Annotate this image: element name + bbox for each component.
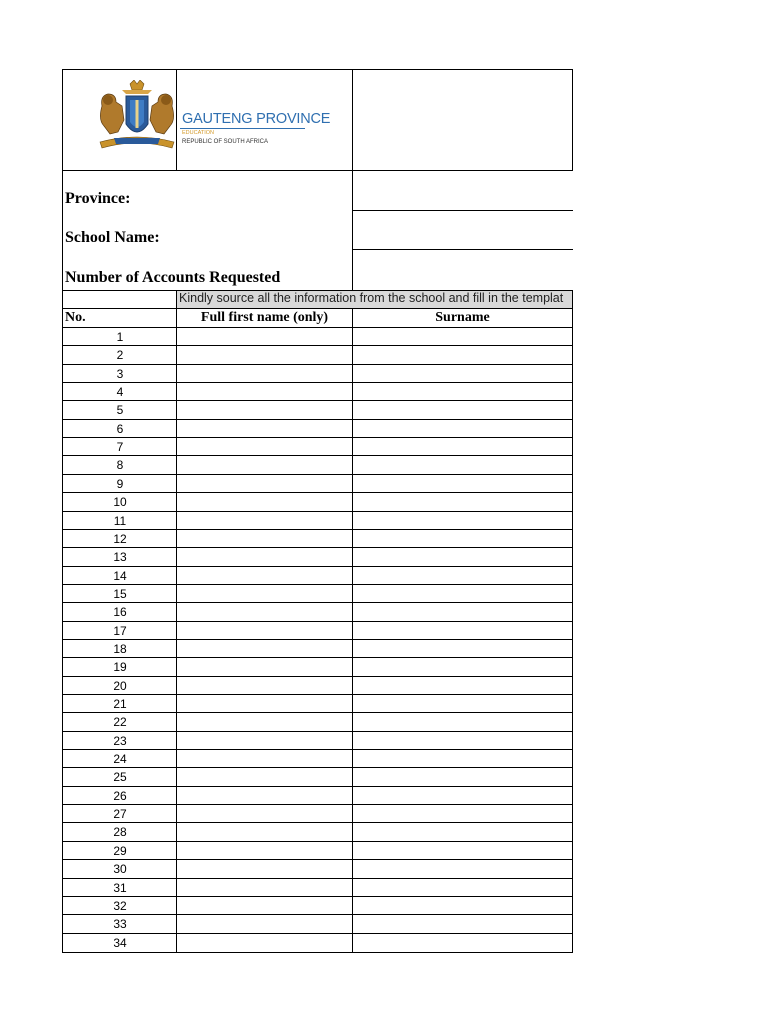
first-name-cell[interactable]: [177, 346, 352, 363]
accounts-requested-field[interactable]: [353, 250, 572, 290]
surname-cell[interactable]: [353, 897, 572, 914]
surname-cell[interactable]: [353, 640, 572, 657]
first-name-cell[interactable]: [177, 420, 352, 437]
row-number: 33: [113, 917, 127, 931]
row-number: 11: [113, 514, 127, 528]
row-number: 20: [113, 679, 127, 693]
row-number: 6: [116, 422, 124, 436]
row-number: 26: [113, 789, 127, 803]
province-label: Province:: [65, 190, 131, 207]
surname-cell[interactable]: [353, 695, 572, 712]
surname-cell[interactable]: [353, 677, 572, 694]
surname-cell[interactable]: [353, 823, 572, 840]
first-name-cell[interactable]: [177, 897, 352, 914]
surname-cell[interactable]: [353, 622, 572, 639]
first-name-cell[interactable]: [177, 548, 352, 565]
row-number: 18: [113, 642, 127, 656]
surname-cell[interactable]: [353, 934, 572, 951]
first-name-cell[interactable]: [177, 493, 352, 510]
row-number: 19: [113, 660, 127, 674]
first-name-cell[interactable]: [177, 603, 352, 620]
first-name-cell[interactable]: [177, 512, 352, 529]
first-name-cell[interactable]: [177, 567, 352, 584]
first-name-cell[interactable]: [177, 842, 352, 859]
first-name-cell[interactable]: [177, 768, 352, 785]
row-number: 7: [116, 440, 124, 454]
first-name-cell[interactable]: [177, 787, 352, 804]
surname-cell[interactable]: [353, 915, 572, 932]
row-number: 24: [113, 752, 127, 766]
surname-cell[interactable]: [353, 603, 572, 620]
row-number: 27: [113, 807, 127, 821]
surname-cell[interactable]: [353, 585, 572, 602]
first-name-cell[interactable]: [177, 585, 352, 602]
first-name-cell[interactable]: [177, 328, 352, 345]
row-number: 3: [116, 367, 124, 381]
surname-cell[interactable]: [353, 842, 572, 859]
first-name-cell[interactable]: [177, 879, 352, 896]
first-name-cell[interactable]: [177, 658, 352, 675]
surname-cell[interactable]: [353, 750, 572, 767]
surname-cell[interactable]: [353, 567, 572, 584]
first-name-cell[interactable]: [177, 640, 352, 657]
surname-cell[interactable]: [353, 456, 572, 473]
surname-cell[interactable]: [353, 493, 572, 510]
surname-cell[interactable]: [353, 713, 572, 730]
surname-cell[interactable]: [353, 787, 572, 804]
first-name-cell[interactable]: [177, 732, 352, 749]
row-number: 12: [113, 532, 127, 546]
logo-divider: [180, 128, 305, 129]
row-number: 15: [113, 587, 127, 601]
column-header-first-name: Full first name (only): [200, 310, 329, 325]
first-name-cell[interactable]: [177, 365, 352, 382]
first-name-cell[interactable]: [177, 915, 352, 932]
school-name-label: School Name:: [65, 229, 160, 246]
row-number: 5: [116, 403, 124, 417]
row-number: 22: [113, 715, 127, 729]
logo-subtitle-education: EDUCATION: [182, 130, 214, 136]
column-header-no: No.: [65, 310, 86, 325]
accounts-requested-label: Number of Accounts Requested: [65, 269, 281, 286]
first-name-cell[interactable]: [177, 622, 352, 639]
first-name-cell[interactable]: [177, 456, 352, 473]
school-name-field[interactable]: [353, 211, 572, 249]
row-number: 29: [113, 844, 127, 858]
instruction-note-text: Kindly source all the information from the school and fill in the templat: [179, 291, 564, 305]
province-field[interactable]: [353, 171, 572, 210]
first-name-cell[interactable]: [177, 823, 352, 840]
row-number: 34: [113, 936, 127, 950]
row-number: 30: [113, 862, 127, 876]
first-name-cell[interactable]: [177, 805, 352, 822]
row-number: 13: [113, 550, 127, 564]
table-bottom-border: [62, 952, 573, 953]
row-number: 32: [113, 899, 127, 913]
surname-cell[interactable]: [353, 768, 572, 785]
surname-cell[interactable]: [353, 346, 572, 363]
row-number: 1: [116, 330, 124, 344]
row-number: 31: [113, 881, 127, 895]
first-name-cell[interactable]: [177, 713, 352, 730]
surname-cell[interactable]: [353, 805, 572, 822]
first-name-cell[interactable]: [177, 438, 352, 455]
row-number: 23: [113, 734, 127, 748]
surname-cell[interactable]: [353, 383, 572, 400]
row-number: 17: [113, 624, 127, 638]
surname-cell[interactable]: [353, 401, 572, 418]
surname-cell[interactable]: [353, 530, 572, 547]
first-name-cell[interactable]: [177, 383, 352, 400]
surname-cell[interactable]: [353, 438, 572, 455]
first-name-cell[interactable]: [177, 475, 352, 492]
first-name-cell[interactable]: [177, 934, 352, 951]
row-number: 10: [113, 495, 127, 509]
surname-cell[interactable]: [353, 475, 572, 492]
row-number: 4: [116, 385, 124, 399]
row-number: 21: [113, 697, 127, 711]
row-number: 14: [113, 569, 127, 583]
surname-cell[interactable]: [353, 512, 572, 529]
surname-cell[interactable]: [353, 732, 572, 749]
logo-subtitle-republic: REPUBLIC OF SOUTH AFRICA: [182, 139, 269, 145]
row-number: 9: [116, 477, 124, 491]
row-number: 2: [116, 348, 124, 362]
surname-cell[interactable]: [353, 658, 572, 675]
surname-cell[interactable]: [353, 365, 572, 382]
row-number: 16: [113, 605, 127, 619]
surname-cell[interactable]: [353, 860, 572, 877]
row-number: 28: [113, 825, 127, 839]
first-name-cell[interactable]: [177, 695, 352, 712]
first-name-cell[interactable]: [177, 401, 352, 418]
border-top: [62, 69, 573, 70]
first-name-cell[interactable]: [177, 860, 352, 877]
surname-cell[interactable]: [353, 328, 572, 345]
first-name-cell[interactable]: [177, 750, 352, 767]
border-right: [572, 69, 573, 171]
row-number: 25: [113, 770, 127, 784]
coat-of-arms-icon: [92, 80, 182, 155]
logo-title: GAUTENG PROVINCE: [182, 111, 331, 127]
first-name-cell[interactable]: [177, 677, 352, 694]
first-name-cell[interactable]: [177, 530, 352, 547]
row-number: 8: [116, 458, 124, 472]
column-header-surname: Surname: [435, 310, 490, 325]
surname-cell[interactable]: [353, 420, 572, 437]
surname-cell[interactable]: [353, 879, 572, 896]
instruction-note: [177, 291, 572, 308]
surname-cell[interactable]: [353, 548, 572, 565]
